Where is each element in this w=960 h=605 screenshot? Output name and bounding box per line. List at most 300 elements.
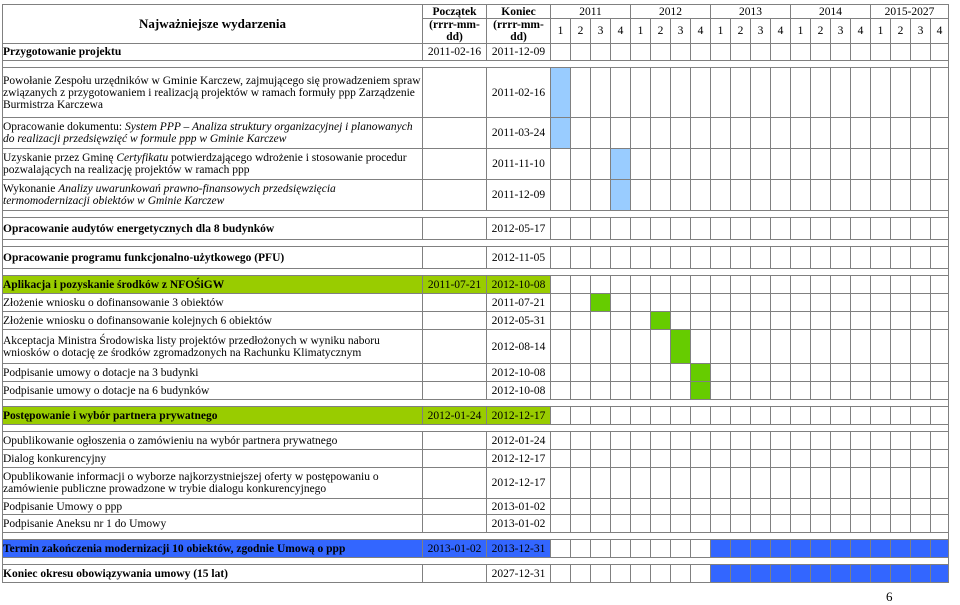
quarter-cell xyxy=(871,180,891,211)
gantt-bar xyxy=(891,565,911,583)
quarter-cell xyxy=(591,218,611,240)
quarter-cell xyxy=(831,515,851,533)
quarter-cell xyxy=(651,149,671,180)
quarter-cell xyxy=(551,432,571,450)
quarter-cell xyxy=(631,565,651,583)
quarter-cell xyxy=(831,180,851,211)
event-name-text: Podpisanie Aneksu nr 1 do Umowy xyxy=(3,517,167,530)
quarter-cell xyxy=(771,247,791,269)
quarter-cell xyxy=(631,499,651,515)
event-name-text: Podpisanie umowy o dotacje na 6 budynków xyxy=(3,384,210,397)
quarter-cell xyxy=(811,432,831,450)
milestone-row xyxy=(3,312,949,330)
gantt-bar xyxy=(871,565,891,583)
quarter-cell xyxy=(551,450,571,468)
quarter-cell xyxy=(571,450,591,468)
quarter-cell xyxy=(891,44,911,61)
quarter-cell xyxy=(591,540,611,558)
quarter-cell xyxy=(631,44,651,61)
quarter-cell xyxy=(711,330,731,364)
quarter-cell xyxy=(811,499,831,515)
quarter-cell xyxy=(851,468,871,499)
quarter-cell xyxy=(731,499,751,515)
row-spacer xyxy=(3,400,949,407)
quarter-cell xyxy=(751,218,771,240)
quarter-cell xyxy=(551,330,571,364)
quarter-cell xyxy=(611,312,631,330)
quarter-cell xyxy=(551,565,571,583)
event-name xyxy=(3,294,423,312)
start-date xyxy=(423,118,487,149)
quarter-cell xyxy=(831,149,851,180)
quarter-cell xyxy=(571,330,591,364)
quarter-cell xyxy=(931,407,949,425)
event-name xyxy=(3,44,423,61)
quarter-cell xyxy=(831,44,851,61)
header-year: 2012 xyxy=(631,5,711,19)
quarter-cell xyxy=(771,312,791,330)
quarter-cell xyxy=(691,450,711,468)
quarter-cell xyxy=(831,68,851,118)
quarter-cell xyxy=(751,432,771,450)
start-date: 2011-02-16 xyxy=(423,44,487,61)
quarter-cell xyxy=(871,450,891,468)
quarter-cell xyxy=(751,294,771,312)
quarter-cell xyxy=(851,499,871,515)
gantt-bar xyxy=(931,540,949,558)
start-date xyxy=(423,330,487,364)
quarter-cell xyxy=(811,330,831,364)
event-name xyxy=(3,330,423,364)
quarter-cell xyxy=(831,330,851,364)
quarter-cell xyxy=(751,312,771,330)
quarter-cell xyxy=(831,432,851,450)
milestone-group-row xyxy=(3,247,949,269)
end-date: 2012-05-17 xyxy=(487,218,551,240)
quarter-cell xyxy=(751,68,771,118)
quarter-cell xyxy=(691,44,711,61)
quarter-cell xyxy=(671,499,691,515)
end-date: 2011-12-09 xyxy=(487,180,551,211)
gantt-bar xyxy=(931,565,949,583)
quarter-cell xyxy=(611,118,631,149)
quarter-cell xyxy=(651,294,671,312)
gantt-bar xyxy=(891,540,911,558)
quarter-cell xyxy=(791,499,811,515)
event-name-text: Opublikowanie informacji o wyborze najkorzystniejszej oferty w postępowaniu o zamówienie publiczne prowadzone w trybie dialogu konkurencyjnego xyxy=(3,471,379,495)
quarter-cell xyxy=(671,247,691,269)
quarter-cell xyxy=(691,68,711,118)
event-name-text: potwierdzającego wdrożenie i stosowanie procedur pozwalających na realizację projektów w ramach ppp xyxy=(3,152,407,176)
quarter-cell xyxy=(891,468,911,499)
start-date: 2012-01-24 xyxy=(423,407,487,425)
quarter-cell xyxy=(851,68,871,118)
quarter-cell xyxy=(731,407,751,425)
quarter-cell xyxy=(891,407,911,425)
gantt-bar xyxy=(691,364,711,382)
end-date: 2027-12-31 xyxy=(487,565,551,583)
gantt-bar xyxy=(851,565,871,583)
quarter-cell xyxy=(551,218,571,240)
quarter-cell xyxy=(731,294,751,312)
quarter-cell xyxy=(751,450,771,468)
header-start-format: (rrrr-mm-dd) xyxy=(423,19,487,44)
quarter-cell xyxy=(651,515,671,533)
quarter-cell xyxy=(891,499,911,515)
quarter-cell xyxy=(551,294,571,312)
quarter-cell xyxy=(871,499,891,515)
quarter-cell xyxy=(711,364,731,382)
quarter-cell xyxy=(731,218,751,240)
quarter-cell xyxy=(811,468,831,499)
quarter-cell xyxy=(671,118,691,149)
quarter-cell xyxy=(611,515,631,533)
quarter-cell xyxy=(871,382,891,400)
gantt-bar xyxy=(591,294,611,312)
quarter-cell xyxy=(851,276,871,294)
quarter-cell xyxy=(591,407,611,425)
quarter-cell xyxy=(931,149,949,180)
milestone-row xyxy=(3,68,949,118)
event-name xyxy=(3,218,423,240)
quarter-cell xyxy=(911,312,931,330)
quarter-cell xyxy=(871,68,891,118)
quarter-cell xyxy=(851,218,871,240)
quarter-cell xyxy=(751,407,771,425)
quarter-cell xyxy=(651,450,671,468)
quarter-cell xyxy=(911,450,931,468)
quarter-cell xyxy=(811,149,831,180)
quarter-cell xyxy=(571,382,591,400)
event-name xyxy=(3,312,423,330)
gantt-bar xyxy=(811,540,831,558)
quarter-cell xyxy=(691,294,711,312)
milestone-group-row xyxy=(3,565,949,583)
quarter-cell xyxy=(791,450,811,468)
quarter-cell xyxy=(731,68,751,118)
event-name-text: Koniec okresu obowiązywania umowy (15 lat) xyxy=(3,567,228,580)
start-date xyxy=(423,499,487,515)
quarter-cell xyxy=(571,364,591,382)
quarter-cell xyxy=(571,499,591,515)
quarter-cell xyxy=(651,565,671,583)
start-date xyxy=(423,450,487,468)
start-date xyxy=(423,312,487,330)
gantt-bar xyxy=(831,540,851,558)
milestone-group-row xyxy=(3,276,949,294)
quarter-cell xyxy=(871,407,891,425)
quarter-cell xyxy=(771,382,791,400)
quarter-cell xyxy=(931,312,949,330)
milestone-row xyxy=(3,515,949,533)
header-quarter: 2 xyxy=(811,19,831,44)
quarter-cell xyxy=(731,515,751,533)
quarter-cell xyxy=(571,540,591,558)
quarter-cell xyxy=(651,407,671,425)
quarter-cell xyxy=(611,540,631,558)
quarter-cell xyxy=(891,450,911,468)
quarter-cell xyxy=(831,499,851,515)
end-date: 2012-10-08 xyxy=(487,382,551,400)
quarter-cell xyxy=(711,468,731,499)
quarter-cell xyxy=(851,515,871,533)
quarter-cell xyxy=(631,515,651,533)
milestone-row xyxy=(3,180,949,211)
row-spacer xyxy=(3,425,949,432)
quarter-cell xyxy=(771,180,791,211)
quarter-cell xyxy=(791,44,811,61)
event-name-text: Powołanie Zespołu urzędników w Gminie Karczew, zajmującego się prowadzeniem spraw związanych z przygotowaniem i realizacją projektów w ramach formuły ppp Zarządzenie Burmistrza Karczewa xyxy=(3,74,421,111)
event-name-text: Przygotowanie projektu xyxy=(3,46,122,58)
quarter-cell xyxy=(811,407,831,425)
quarter-cell xyxy=(611,68,631,118)
event-name xyxy=(3,382,423,400)
quarter-cell xyxy=(891,118,911,149)
quarter-cell xyxy=(591,364,611,382)
gantt-bar xyxy=(911,565,931,583)
quarter-cell xyxy=(931,218,949,240)
quarter-cell xyxy=(691,540,711,558)
quarter-cell xyxy=(931,515,949,533)
quarter-cell xyxy=(591,330,611,364)
quarter-cell xyxy=(891,364,911,382)
quarter-cell xyxy=(791,515,811,533)
milestone-row xyxy=(3,294,949,312)
quarter-cell xyxy=(691,330,711,364)
quarter-cell xyxy=(631,330,651,364)
start-date xyxy=(423,382,487,400)
start-date xyxy=(423,294,487,312)
event-name-text: Wykonanie xyxy=(3,183,59,195)
quarter-cell xyxy=(851,364,871,382)
quarter-cell xyxy=(791,180,811,211)
quarter-cell xyxy=(791,247,811,269)
quarter-cell xyxy=(631,407,651,425)
quarter-cell xyxy=(791,149,811,180)
quarter-cell xyxy=(831,382,851,400)
quarter-cell xyxy=(891,432,911,450)
end-date: 2011-02-16 xyxy=(487,68,551,118)
quarter-cell xyxy=(831,218,851,240)
gantt-bar xyxy=(871,540,891,558)
milestone-group-row xyxy=(3,218,949,240)
quarter-cell xyxy=(551,312,571,330)
row-spacer xyxy=(3,240,949,247)
quarter-cell xyxy=(791,118,811,149)
quarter-cell xyxy=(771,499,791,515)
quarter-cell xyxy=(671,218,691,240)
milestone-row xyxy=(3,149,949,180)
header-year: 2015-2027 xyxy=(871,5,949,19)
quarter-cell xyxy=(651,68,671,118)
quarter-cell xyxy=(771,218,791,240)
header-year: 2014 xyxy=(791,5,871,19)
quarter-cell xyxy=(571,44,591,61)
end-date: 2012-10-08 xyxy=(487,276,551,294)
event-name-text: Dialog konkurencyjny xyxy=(3,452,107,465)
quarter-cell xyxy=(811,68,831,118)
event-name xyxy=(3,364,423,382)
gantt-bar xyxy=(551,68,571,118)
quarter-cell xyxy=(771,515,791,533)
quarter-cell xyxy=(811,247,831,269)
quarter-cell xyxy=(651,432,671,450)
quarter-cell xyxy=(691,149,711,180)
end-date: 2011-12-09 xyxy=(487,44,551,61)
quarter-cell xyxy=(911,364,931,382)
quarter-cell xyxy=(891,276,911,294)
event-name xyxy=(3,565,423,583)
quarter-cell xyxy=(611,364,631,382)
quarter-cell xyxy=(791,294,811,312)
quarter-cell xyxy=(711,118,731,149)
quarter-cell xyxy=(591,180,611,211)
milestone-row xyxy=(3,450,949,468)
quarter-cell xyxy=(711,276,731,294)
event-name-text: Analizy uwarunkowań prawno-finansowych przedsięwzięcia termomodernizacji obiektów w Gminie Karczew xyxy=(3,183,336,207)
quarter-cell xyxy=(851,312,871,330)
quarter-cell xyxy=(791,432,811,450)
header-quarter: 2 xyxy=(651,19,671,44)
row-spacer xyxy=(3,533,949,540)
quarter-cell xyxy=(911,499,931,515)
milestone-row xyxy=(3,432,949,450)
event-name-text: Złożenie wniosku o dofinansowanie 3 obiektów xyxy=(3,296,224,309)
event-name xyxy=(3,180,423,211)
header-quarter: 3 xyxy=(671,19,691,44)
quarter-cell xyxy=(671,312,691,330)
event-name-text: Opracowanie programu funkcjonalno-użytkowego (PFU) xyxy=(3,251,285,264)
gantt-bar xyxy=(751,540,771,558)
quarter-cell xyxy=(731,276,751,294)
quarter-cell xyxy=(891,312,911,330)
quarter-cell xyxy=(691,565,711,583)
quarter-cell xyxy=(631,382,651,400)
milestone-row xyxy=(3,499,949,515)
quarter-cell xyxy=(711,312,731,330)
quarter-cell xyxy=(671,382,691,400)
quarter-cell xyxy=(751,44,771,61)
event-name-text: Opublikowanie ogłoszenia o zamówieniu na wybór partnera prywatnego xyxy=(3,434,338,447)
event-name xyxy=(3,432,423,450)
quarter-cell xyxy=(831,312,851,330)
start-date xyxy=(423,149,487,180)
end-date: 2012-05-31 xyxy=(487,312,551,330)
quarter-cell xyxy=(591,565,611,583)
quarter-cell xyxy=(651,330,671,364)
quarter-cell xyxy=(711,499,731,515)
gantt-bar xyxy=(851,540,871,558)
quarter-cell xyxy=(631,432,651,450)
quarter-cell xyxy=(671,450,691,468)
quarter-cell xyxy=(931,247,949,269)
quarter-cell xyxy=(671,432,691,450)
event-name xyxy=(3,407,423,425)
quarter-cell xyxy=(631,540,651,558)
quarter-cell xyxy=(811,218,831,240)
gantt-bar xyxy=(671,330,691,364)
quarter-cell xyxy=(591,276,611,294)
quarter-cell xyxy=(591,468,611,499)
quarter-cell xyxy=(591,499,611,515)
quarter-cell xyxy=(931,276,949,294)
quarter-cell xyxy=(571,118,591,149)
event-name xyxy=(3,276,423,294)
event-name-text: System PPP – Analiza struktury organizacyjnej i planowanych do realizacji przedsięwzięć w formule ppp w Gminie Karczew xyxy=(3,121,413,145)
quarter-cell xyxy=(771,44,791,61)
quarter-cell xyxy=(631,118,651,149)
header-quarter: 1 xyxy=(711,19,731,44)
quarter-cell xyxy=(731,44,751,61)
quarter-cell xyxy=(751,247,771,269)
quarter-cell xyxy=(771,450,791,468)
gantt-table xyxy=(2,4,949,583)
start-date xyxy=(423,68,487,118)
quarter-cell xyxy=(651,364,671,382)
quarter-cell xyxy=(791,68,811,118)
quarter-cell xyxy=(831,118,851,149)
quarter-cell xyxy=(651,276,671,294)
quarter-cell xyxy=(911,330,931,364)
quarter-cell xyxy=(751,180,771,211)
quarter-cell xyxy=(671,364,691,382)
quarter-cell xyxy=(711,432,731,450)
header-quarter: 1 xyxy=(791,19,811,44)
quarter-cell xyxy=(931,330,949,364)
quarter-cell xyxy=(831,247,851,269)
quarter-cell xyxy=(851,294,871,312)
header-start: Początek xyxy=(423,5,487,19)
quarter-cell xyxy=(711,515,731,533)
quarter-cell xyxy=(651,218,671,240)
quarter-cell xyxy=(731,468,751,499)
quarter-cell xyxy=(931,364,949,382)
quarter-cell xyxy=(911,515,931,533)
quarter-cell xyxy=(571,312,591,330)
quarter-cell xyxy=(751,118,771,149)
event-name xyxy=(3,68,423,118)
quarter-cell xyxy=(671,68,691,118)
quarter-cell xyxy=(891,382,911,400)
gantt-bar xyxy=(711,540,731,558)
milestone-group-row xyxy=(3,44,949,61)
quarter-cell xyxy=(671,565,691,583)
quarter-cell xyxy=(631,364,651,382)
header-quarter: 4 xyxy=(771,19,791,44)
event-name xyxy=(3,118,423,149)
quarter-cell xyxy=(811,118,831,149)
end-date: 2012-01-24 xyxy=(487,432,551,450)
quarter-cell xyxy=(731,149,751,180)
quarter-cell xyxy=(851,118,871,149)
quarter-cell xyxy=(591,149,611,180)
quarter-cell xyxy=(691,468,711,499)
gantt-bar xyxy=(811,565,831,583)
quarter-cell xyxy=(591,312,611,330)
quarter-cell xyxy=(751,276,771,294)
quarter-cell xyxy=(931,180,949,211)
gantt-bar xyxy=(791,565,811,583)
header-quarter: 1 xyxy=(551,19,571,44)
gantt-bar xyxy=(711,565,731,583)
row-spacer xyxy=(3,558,949,565)
quarter-cell xyxy=(571,407,591,425)
event-name-text: Opracowanie audytów energetycznych dla 8 budynków xyxy=(3,222,275,235)
quarter-cell xyxy=(711,149,731,180)
event-name-text: Aplikacja i pozyskanie środków z NFOŚiGW xyxy=(3,278,225,291)
quarter-cell xyxy=(871,330,891,364)
start-date xyxy=(423,432,487,450)
